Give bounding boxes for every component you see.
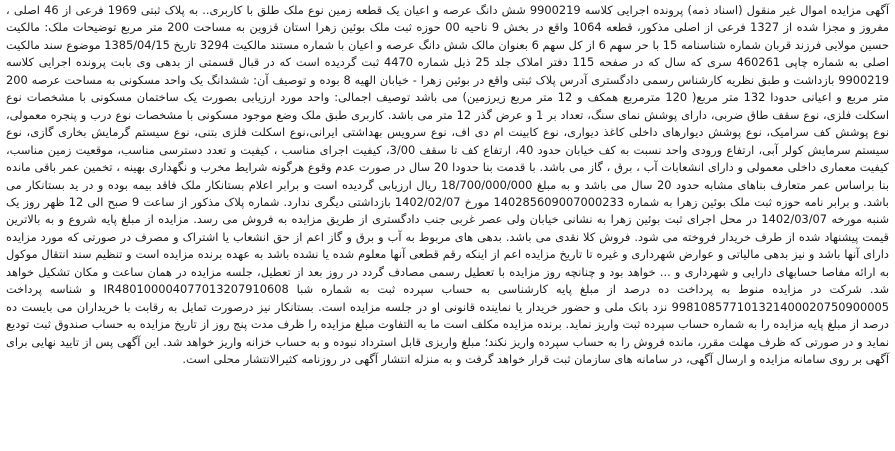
notice-title-line: آگهی مزایده اموال غیر منقول (اسناد ذمه) پرونده اجرایی کلاسه 9900219 شش دانگ عرصه و اعیان یک قطعه زمین نوع ملک طلق با کاربری.. به پلاک ثبتی 1969 فرعی از 46 bbox=[44, 3, 889, 17]
auction-notice-text bbox=[6, 2, 889, 369]
notice-paragraph: اصلی ، مفروز و مجزا شده از 1327 فرعی از اصلی مذکور، قطعه 1064 واقع در بخش 9 ناحیه 00 حوزه ثبت ملک بوئین زهرا استان قزوین به مساحت 200 متر مربع توضیحات ملک: مالکیت حسین مولایی فرزند قربان شماره شناسنامه 15 با حر سهم 6 از کل سهم 6 بعنوان مالک شش دانگ عرصه و اعیان با شماره مستند مالکیت 3294 تاریخ 1385/04/15 موضوع سند مالکیت اصلی به شماره چاپی 460261 سری که سال که در صفحه 115 دفتر املاک جلد 25 ذیل شماره 4470 ثبت گردیده است که در قبال قسمتی از بدهی وی بابت پرونده اجرایی کلاسه 9900219 بازداشت و طبق نظریه کارشناس رسمی دادگستری آدرس پلاک ثبتی واقع در بوئین زهرا - خیابان الهیه 8 بوده و توصیف آن: ششدانگ یک واحد مسکونی به مساحت عرصه 200 متر مربع و اعیانی حدودا 132 متر مربع( 120 مترمربع همکف و 12 متر مربع زیرزمین) می باشد توصیف اجمالی: واحد مورد ارزیابی بصورت یک ساختمان مسکونی با مشخصات نوع اسکلت فلزی، نوع سقف طاق ضربی، دارای پوشش نمای سنگ، تعداد بر 1 و عرض گذر 12 متر می باشد. کاربری طبق ملک وضع موجود مسکونی با مشخصات نوع درب و پنجره معمولی، نوع پوشش کف سرامیک، نوع پوشش دیوارهای داخلی کاغذ دیواری، نوع کابینت ام دی اف، نوع سرویس بهداشتی ایرانی،نوع اسکلت فلزی بتنی، نوع سیستم گرمایش بخاری گازی، نوع سیستم سرمایش کولر آبی، ارتفاع ورودی واحد نسبت به کف خیابان حدود 40، ارتفاع کف تا سقف 3/00، کیفیت اجرای مناسب ، کیفیت و تعدد دسترسی مناسب، موقعیت زمین مناسب، کیفیت معماری داخلی معمولی و دارای انشعابات آب ، برق ، گاز می باشد. با قدمت بنا حدودا 20 سال در صورت عدم وقوع هرگونه شرایط مخرب و نگهداری بهینه ، تخمین عمر باقی مانده بنا براساس عمر متعارف بناهای مشابه حدود 20 سال می باشد و به مبلغ 18/700/000/000 ریال ارزیابی گردیده است و برابر اعلام بستانکار ملک فاقد بیمه بوده و در ید بستانکار می باشد. و برابر نامه حوزه ثبت ملک بوئین زهرا به شماره 140285609007000233 مورخ 1402/02/07 بازداشتی دیگری ندارد. شماره پلاک مذکور از ساعت 9 صبح الی 12 ظهر روز یک شنبه مورخه 1402/03/07 در محل اجرای ثبت بوئین زهرا به نشانی خیابان ولی عصر غربی جنب دادگستری از طریق مزایده به فروش می رسد. مزایده از مبلغ پایه شروع و به بالاترین قیمت پیشنهاد شده از طرف خریدار فروخته می شود. فروش کلا نقدی می باشد. بدهی های مربوط به آب و برق و گاز اعم از حق انشعاب یا اشتراک و مصرف در صورتی که مورد مزایده دارای آنها باشد و نیز بدهی مالیاتی و عوارض شهرداری و غیره تا تاریخ مزایده اعم از اینکه رقم قطعی آنها معلوم شده یا نشده باشد به عهده برنده مزایده است و تنظیم سند انتقال موکول به ارائه مفاصا حسابهای دارایی و شهرداری و ... خواهد بود و چنانچه روز مزایده با تعطیل رسمی مصادف گردد در روز بعد از تعطیل، جلسه مزایده در همان ساعت و مکان تشکیل خواهد شد. شرکت در مزایده منوط به پرداخت ده درصد از مبلغ پایه کارشناسی به حساب سپرده ثبت به شماره شبا IR480100004077013207910608 و شناسه پرداخت 998108577101321400020750900005 نزد بانک ملی و حضور خریدار یا نماینده قانونی او در جلسه مزایده است. بستانکار نیز درصورت تمایل به رقابت با خریداران می بایست ده درصد از مبلغ پایه مزایده را به شماره حساب سپرده ثبت واریز نماید. برنده مزایده مکلف است ما به التفاوت مبلغ مزایده را ظرف مدت پنج روز از تاریخ مزایده به حساب صندوق ثبت تودیع نماید و در صورتی که ظرف مهلت مقرر، مانده فروش را به حساب سپرده واریز نکند؛ مبلغ واریزی قابل استرداد نبوده و به حساب خزانه واریز خواهد شد. این آگهی پس از تایید نهایی برای آگهی بر روی سامانه مزایده و ارسال آگهی، در سامانه های سازمان ثبت قرار خواهد گرفت و به منزله انتشار آگهی در روزنامه کثیرالانتشار محلی است. bbox=[6, 3, 890, 367]
